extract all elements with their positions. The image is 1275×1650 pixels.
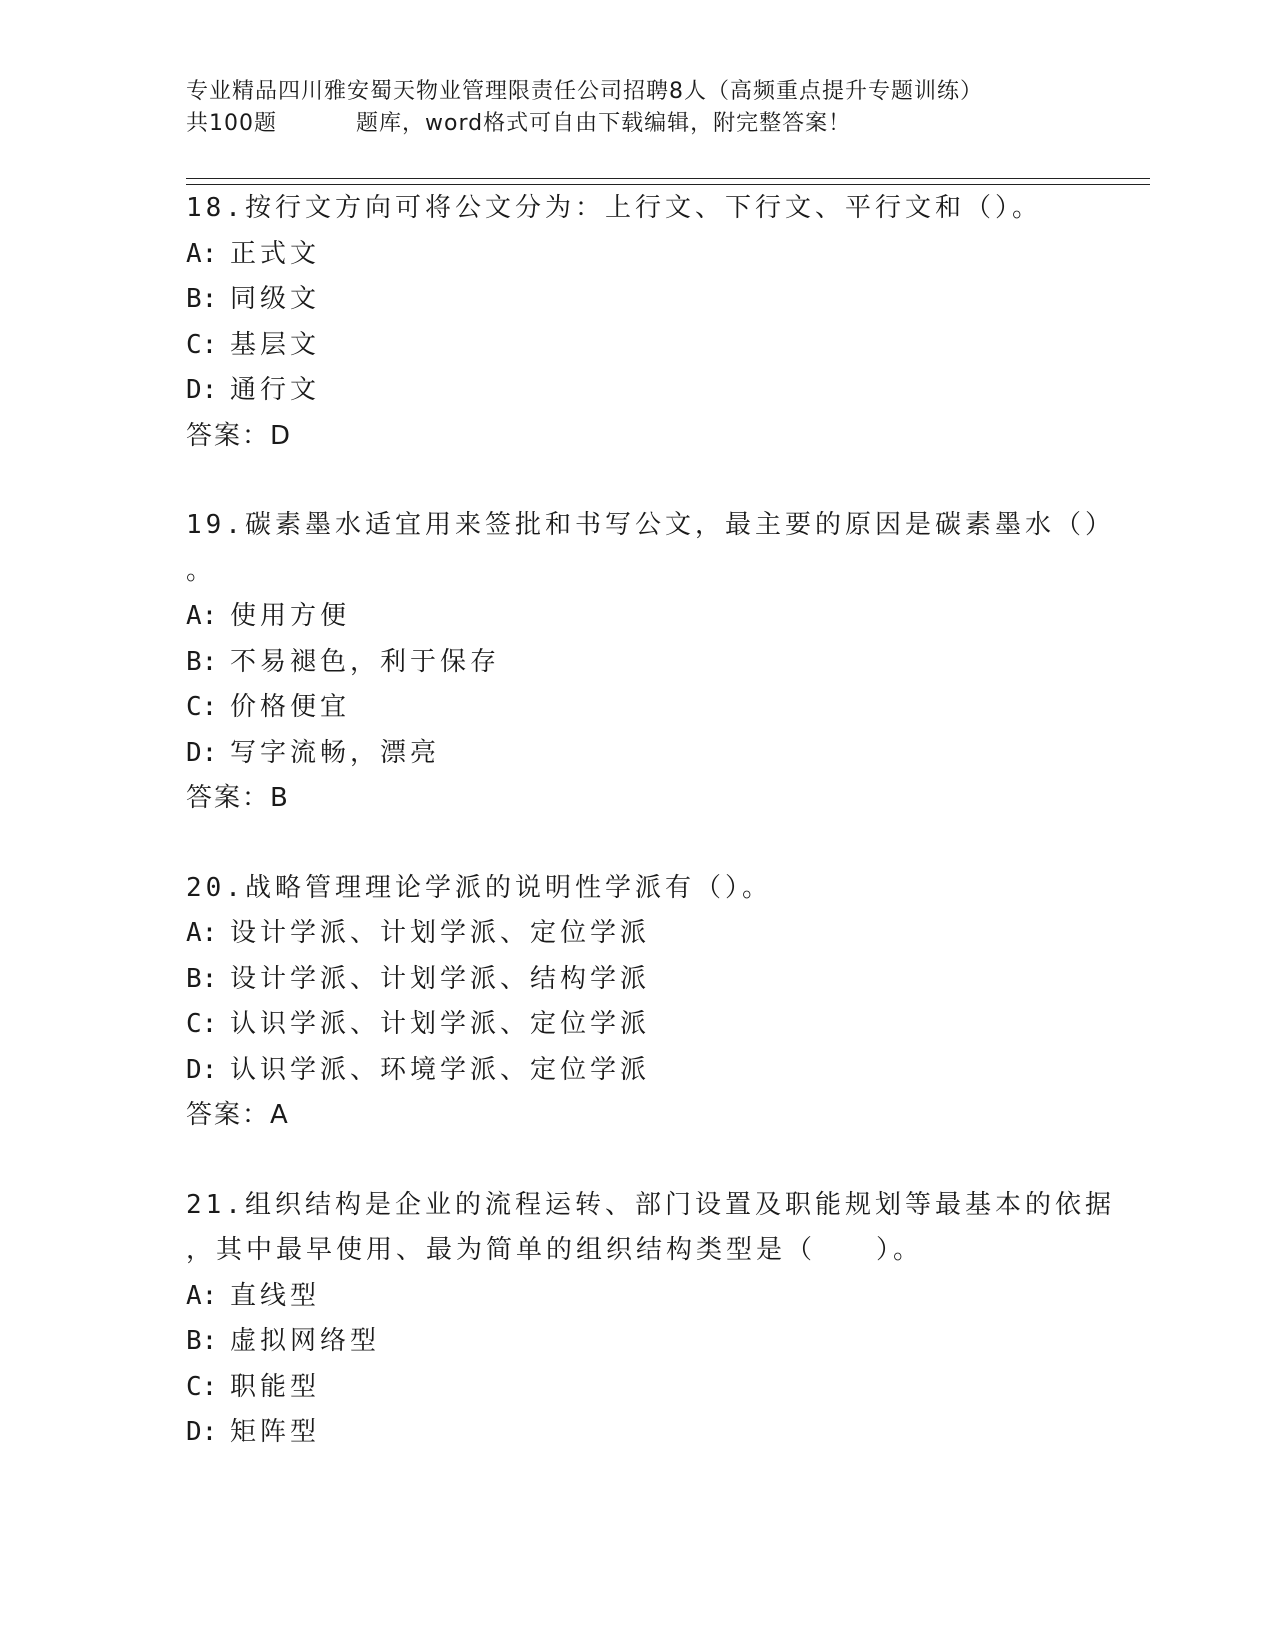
option-key: D: xyxy=(186,1054,218,1085)
question-item xyxy=(186,186,1186,459)
option-text: 职能型 xyxy=(230,1371,321,1402)
option-b xyxy=(186,640,1186,686)
option-text: 认识学派、计划学派、定位学派 xyxy=(230,1009,651,1039)
header-divider-top xyxy=(186,178,1150,179)
option-text: 不易褪色，利于保存 xyxy=(230,646,501,677)
option-b xyxy=(186,1319,1186,1365)
option-key: C: xyxy=(186,692,218,722)
option-key: D: xyxy=(186,375,218,405)
option-text: 同级文 xyxy=(230,284,321,314)
option-key: C: xyxy=(186,1009,218,1039)
option-text: 矩阵型 xyxy=(230,1417,321,1447)
answer-line: 答案：D xyxy=(186,420,293,451)
question-item xyxy=(186,1183,1186,1456)
question-item xyxy=(186,503,1186,822)
answer-line: 答案：B xyxy=(186,783,290,813)
option-c xyxy=(186,323,1186,369)
option-c xyxy=(186,1365,1186,1411)
option-key: B: xyxy=(186,1326,218,1356)
option-text: 正式文 xyxy=(230,238,321,269)
option-c xyxy=(186,1002,1186,1048)
option-b xyxy=(186,957,1186,1003)
option-text: 基层文 xyxy=(230,329,321,360)
answer-line: 答案：A xyxy=(186,1100,290,1130)
question-item xyxy=(186,866,1186,1139)
option-key: D: xyxy=(186,1417,218,1447)
option-key: A: xyxy=(186,1280,218,1311)
option-key: B: xyxy=(186,963,218,994)
option-key: A: xyxy=(186,601,218,631)
header-title: 专业精品四川雅安蜀天物业管理限责任公司招聘8人（高频重点提升专题训练） xyxy=(186,79,983,104)
option-d xyxy=(186,731,1186,777)
option-text: 写字流畅，漂亮 xyxy=(230,737,441,768)
option-text: 认识学派、环境学派、定位学派 xyxy=(230,1054,651,1085)
option-text: 设计学派、计划学派、定位学派 xyxy=(230,918,651,948)
option-key: C: xyxy=(186,329,218,360)
question-text: 20.战略管理理论学派的说明性学派有（）。 xyxy=(186,872,772,903)
option-text: 价格便宜 xyxy=(230,692,351,722)
option-d xyxy=(186,368,1186,414)
option-text: 设计学派、计划学派、结构学派 xyxy=(230,963,651,994)
option-key: B: xyxy=(186,646,218,677)
option-a xyxy=(186,594,1186,640)
option-key: D: xyxy=(186,737,218,768)
header-subtitle: 题库，word格式可自由下载编辑，附完整答案！ xyxy=(356,111,852,136)
option-text: 使用方便 xyxy=(230,601,351,631)
header-subline xyxy=(186,108,1086,140)
document-header xyxy=(186,76,1086,140)
question-text: 19.碳素墨水适宜用来签批和书写公文，最主要的原因是碳素墨水（） 。 xyxy=(186,510,1115,586)
option-key: A: xyxy=(186,918,218,948)
option-key: A: xyxy=(186,238,218,269)
option-a xyxy=(186,1274,1186,1320)
option-d xyxy=(186,1048,1186,1094)
option-b xyxy=(186,277,1186,323)
question-text: 18.按行文方向可将公文分为：上行文、下行文、平行文和（）。 xyxy=(186,193,1042,223)
question-count: 共100题 xyxy=(186,111,277,136)
option-a xyxy=(186,911,1186,957)
question-list xyxy=(186,186,1186,1500)
option-d xyxy=(186,1410,1186,1456)
option-text: 通行文 xyxy=(230,375,321,405)
header-divider-bottom xyxy=(186,184,1150,185)
option-c xyxy=(186,685,1186,731)
option-key: B: xyxy=(186,284,218,314)
option-a xyxy=(186,232,1186,278)
option-text: 直线型 xyxy=(230,1280,321,1311)
option-key: C: xyxy=(186,1371,218,1402)
option-text: 虚拟网络型 xyxy=(230,1326,381,1356)
question-text: 21.组织结构是企业的流程运转、部门设置及职能规划等最基本的依据 ，其中最早使用、最为简单的组织结构类型是（ ）。 xyxy=(186,1189,1115,1265)
